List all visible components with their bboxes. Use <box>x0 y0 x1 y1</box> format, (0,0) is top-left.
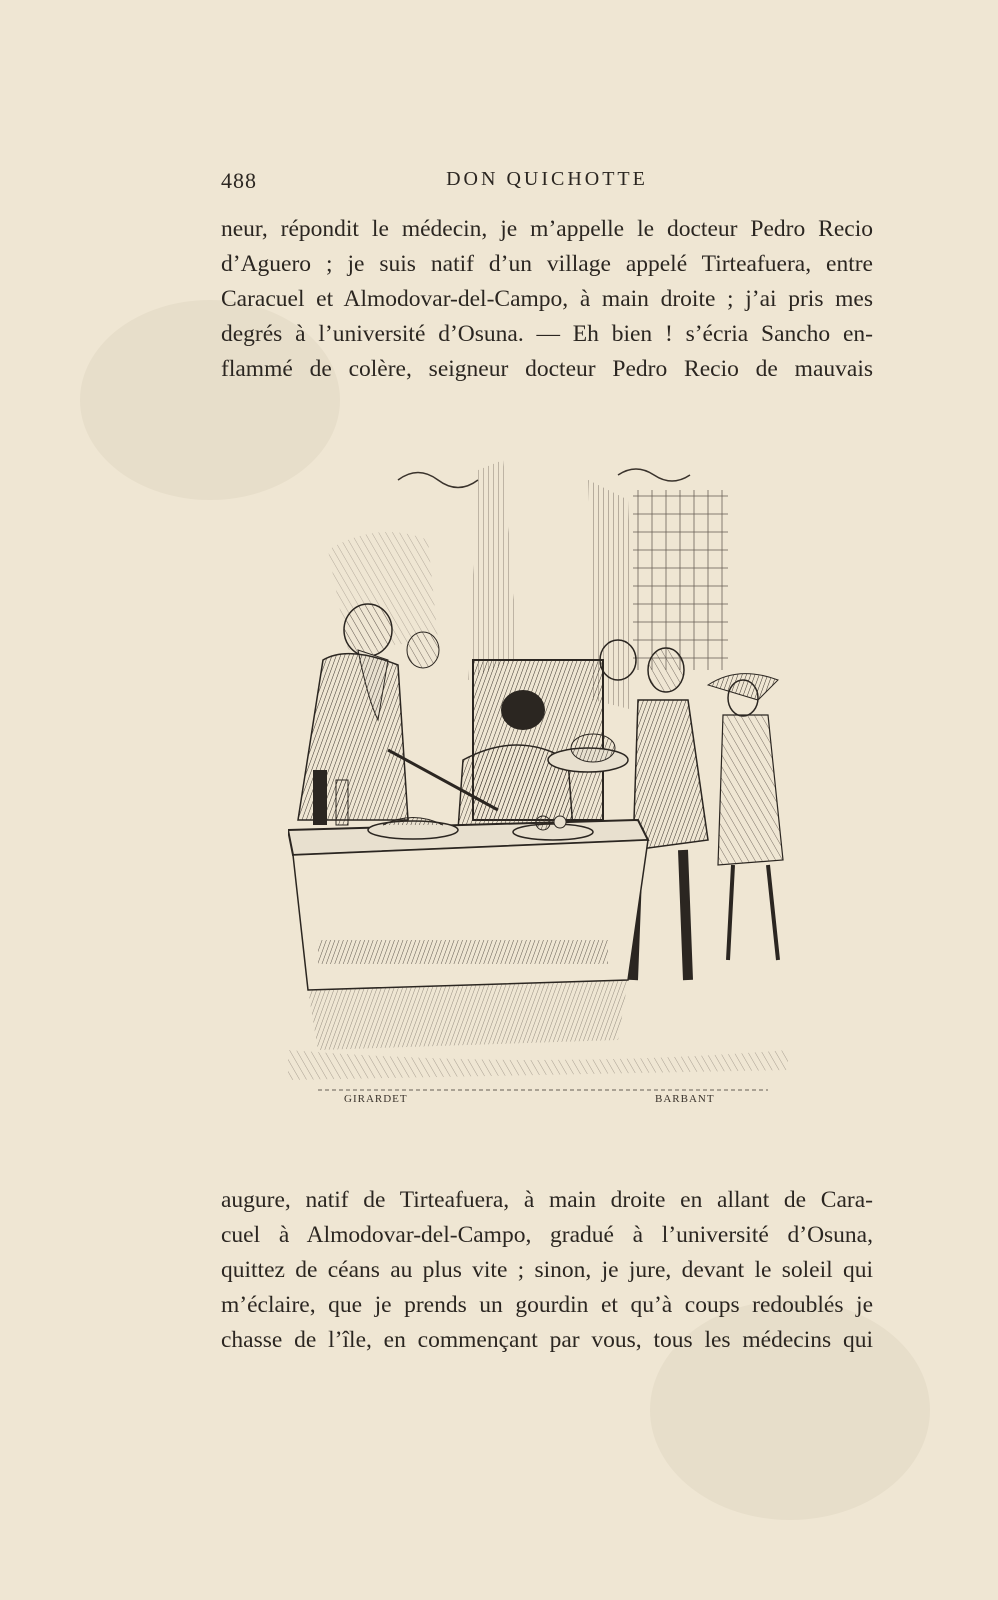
text-line: cuel à Almodovar-del-Campo, gradué à l’université d’Osuna, <box>221 1222 873 1248</box>
text-line: d’Aguero ; je suis natif d’un village appelé Tirteafuera, entre <box>221 251 873 277</box>
text-line: Caracuel et Almodovar-del-Campo, à main droite ; j’ai pris mes <box>221 286 873 312</box>
text-line: degrés à l’université d’Osuna. — Eh bien ! s’écria Sancho en- <box>221 321 873 347</box>
text-line: m’éclaire, que je prends un gourdin et qu’à coups redoublés je <box>221 1292 873 1318</box>
text-block-bottom <box>221 1183 873 1358</box>
text-block-top <box>221 212 873 387</box>
engraver-signature-right: BARBANT <box>655 1093 715 1105</box>
engraving-illustration <box>288 460 808 1120</box>
engraving-drawing <box>288 460 808 1120</box>
running-title: DON QUICHOTTE <box>446 168 648 190</box>
text-line: augure, natif de Tirteafuera, à main droite en allant de Cara- <box>221 1187 873 1213</box>
text-line: chasse de l’île, en commençant par vous, tous les médecins qui <box>221 1327 873 1353</box>
text-line: neur, répondit le médecin, je m’appelle le docteur Pedro Recio <box>221 216 873 242</box>
page-header <box>221 168 873 196</box>
text-line: quittez de céans au plus vite ; sinon, je jure, devant le soleil qui <box>221 1257 873 1283</box>
text-line: flammé de colère, seigneur docteur Pedro Recio de mauvais <box>221 356 873 382</box>
engraver-signature-left: GIRARDET <box>344 1093 408 1105</box>
page-number: 488 <box>221 168 257 193</box>
